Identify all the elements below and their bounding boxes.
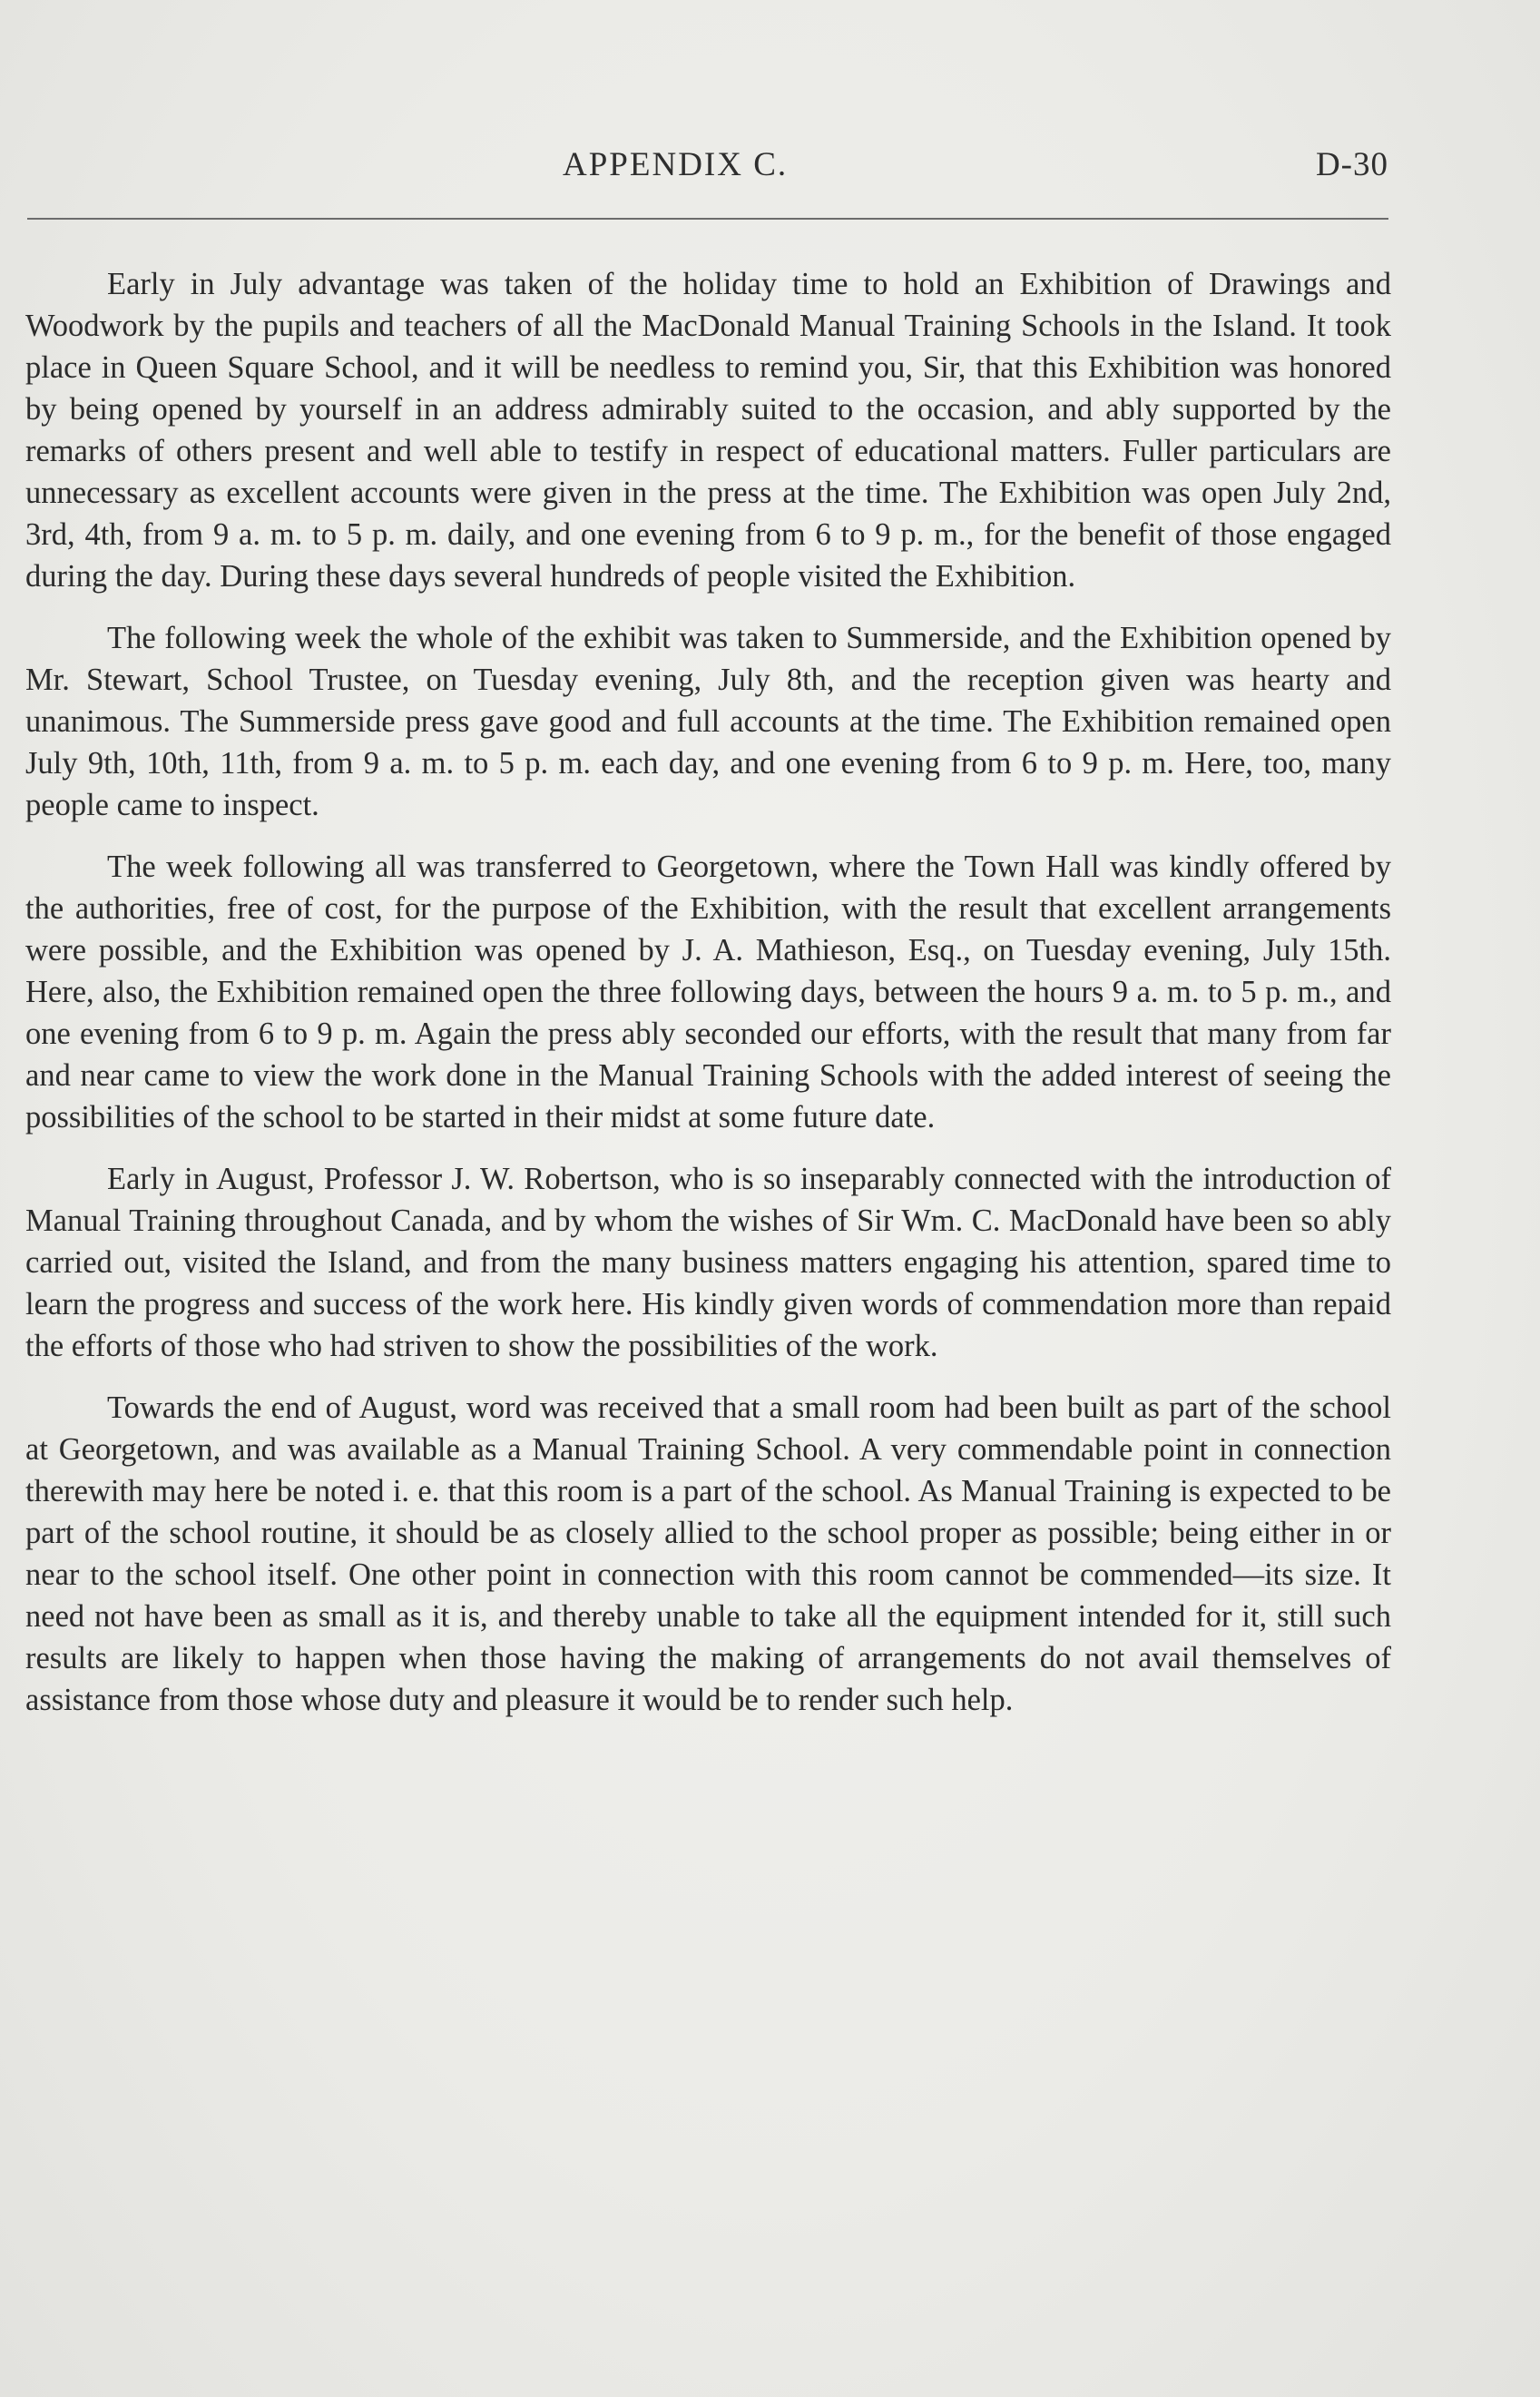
paragraph-exhibition-georgetown: The week following all was transferred to Georgetown, where the Town Hall was kindly offered by the authorities, free of cost, for the purpose of the Exhibition, with the result that excellent arrangements were possible, and the Exhibition was opened by J. A. Mathieson, Esq., on Tuesday evening, July 15th. Here, also, the Exhibition remained open the three following days, between the hours 9 a. m. to 5 p. m., and one evening from 6 to 9 p. m. Again the press ably seconded our efforts, with the result that many from far and near came to view the work done in the Manual Training Schools with the added interest of seeing the possibilities of the school to be started in their midst at some future date. [25,850,1391,1135]
paragraph-exhibition-charlottetown: Early in July advantage was taken of the holiday time to hold an Exhibition of Drawings and Woodwork by the pupils and teachers of all the MacDonald Manual Training Schools in the Island. It took place in Queen Square School, and it will be needless to remind you, Sir, that this Exhibition was honored by being opened by yourself in an address admirably suited to the occasion, and ably supported by the remarks of others present and well able to testify in respect of educational matters. Fuller particulars are unnecessary as excellent accounts were given in the press at the time. The Exhibition was open July 2nd, 3rd, 4th, from 9 a. m. to 5 p. m. daily, and one evening from 6 to 9 p. m., for the benefit of those engaged during the day. During these days several hundreds of people visited the Exhibition. [25,267,1391,594]
document-body [25,263,1391,1741]
paragraph-georgetown-room: Towards the end of August, word was received that a small room had been built as part of the school at Georgetown, and was available as a Manual Training School. A very commendable point in connection therewith may here be noted i. e. that this room is a part of the school. As Manual Training is expected to be part of the school routine, it should be as closely allied to the school proper as possible; being either in or near to the school itself. One other point in connection with this room cannot be commended—its size. It need not have been as small as it is, and thereby unable to take all the equipment intended for it, still such results are likely to happen when those having the making of arrangements do not avail themselves of assistance from those whose duty and pleasure it would be to render such help. [25,1390,1391,1717]
header-rule [27,218,1388,220]
paragraph-exhibition-summerside: The following week the whole of the exhibit was taken to Summerside, and the Exhibition opened by Mr. Stewart, School Trustee, on Tuesday evening, July 8th, and the reception given was hearty and unanimous. The Summerside press gave good and full accounts at the time. The Exhibition remained open July 9th, 10th, 11th, from 9 a. m. to 5 p. m. each day, and one evening from 6 to 9 p. m. Here, too, many people came to inspect. [25,621,1391,822]
page-number: D-30 [1315,146,1388,183]
paragraph-robertson-visit: Early in August, Professor J. W. Robertson, who is so inseparably connected with the introduction of Manual Training throughout Canada, and by whom the wishes of Sir Wm. C. MacDonald have been so ably carried out, visited the Island, and from the many business matters engaging his attention, spared time to learn the progress and success of the work here. His kindly given words of commendation more than repaid the efforts of those who had striven to show the possibilities of the work. [25,1162,1391,1363]
page-title: APPENDIX C. [563,146,789,183]
page-header [27,145,1388,200]
